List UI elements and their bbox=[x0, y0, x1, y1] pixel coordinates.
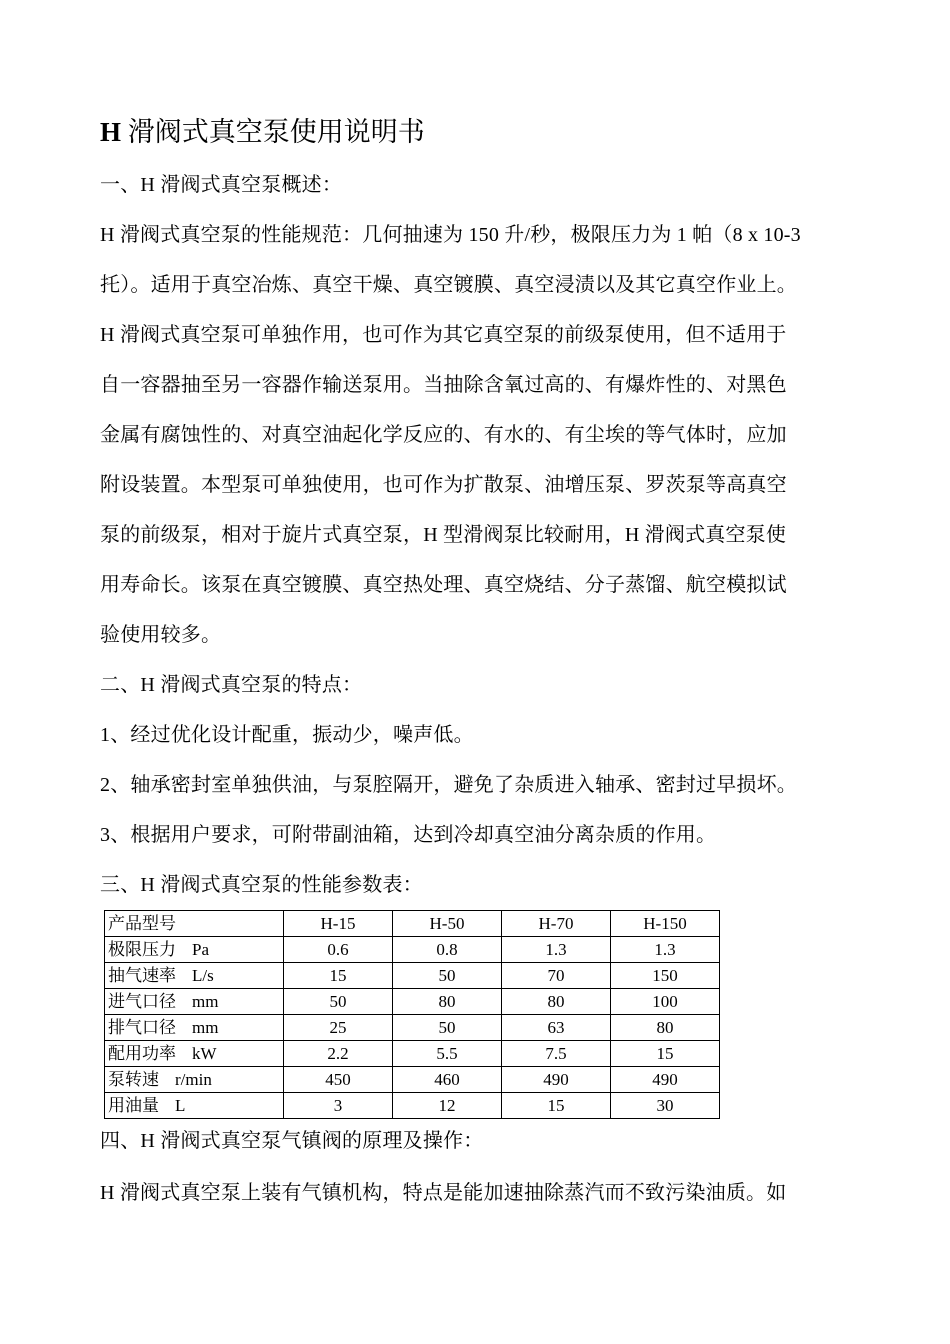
table-header-cell: H-50 bbox=[393, 911, 502, 937]
row-label-cell bbox=[105, 989, 284, 1015]
section-heading-overview: 一、H 滑阀式真空泵概述： bbox=[100, 174, 343, 196]
document-title bbox=[100, 112, 425, 152]
table-cell: 1.3 bbox=[611, 937, 720, 963]
document-title-text: 滑阀式真空泵使用说明书 bbox=[127, 117, 425, 147]
paragraph-line: 附设装置。本型泵可单独使用，也可作为扩散泵、油增压泵、罗茨泵等高真空 bbox=[100, 474, 787, 496]
paragraph-line: 用寿命长。该泵在真空镀膜、真空热处理、真空烧结、分子蒸馏、航空模拟试 bbox=[100, 574, 787, 596]
table-cell: 0.6 bbox=[284, 937, 393, 963]
paragraph-line: 泵的前级泵，相对于旋片式真空泵，H 型滑阀泵比较耐用，H 滑阀式真空泵使 bbox=[100, 524, 787, 546]
table-cell: 50 bbox=[393, 963, 502, 989]
row-unit: Pa bbox=[192, 940, 209, 959]
row-label: 抽气速率 bbox=[108, 966, 176, 985]
paragraph-line: H 滑阀式真空泵可单独作用，也可作为其它真空泵的前级泵使用，但不适用于 bbox=[100, 324, 787, 346]
row-label-cell bbox=[105, 937, 284, 963]
table-cell: 80 bbox=[393, 989, 502, 1015]
table-row bbox=[105, 989, 720, 1015]
table-cell: 15 bbox=[502, 1093, 611, 1119]
document-title-prefix: H bbox=[100, 117, 122, 147]
paragraph-line: H 滑阀式真空泵的性能规范：几何抽速为 150 升/秒，极限压力为 1 帕（8 x 10-3 bbox=[100, 224, 801, 246]
row-label: 进气口径 bbox=[108, 992, 176, 1011]
paragraph-line: H 滑阀式真空泵上装有气镇机构，特点是能加速抽除蒸汽而不致污染油质。如 bbox=[100, 1182, 787, 1204]
row-label-cell bbox=[105, 1015, 284, 1041]
table-cell: 5.5 bbox=[393, 1041, 502, 1067]
table-row bbox=[105, 963, 720, 989]
table-cell: 3 bbox=[284, 1093, 393, 1119]
row-unit: kW bbox=[192, 1044, 217, 1063]
table-header-row bbox=[105, 911, 720, 937]
row-label-cell bbox=[105, 1067, 284, 1093]
row-label: 极限压力 bbox=[108, 940, 176, 959]
table-cell: 63 bbox=[502, 1015, 611, 1041]
feature-item: 1、经过优化设计配重，振动少，噪声低。 bbox=[100, 724, 474, 746]
table-cell: 70 bbox=[502, 963, 611, 989]
section-heading-gas-ballast: 四、H 滑阀式真空泵气镇阀的原理及操作： bbox=[100, 1130, 484, 1152]
table-cell: 2.2 bbox=[284, 1041, 393, 1067]
table-cell: 50 bbox=[284, 989, 393, 1015]
table-cell: 100 bbox=[611, 989, 720, 1015]
table-cell: 15 bbox=[611, 1041, 720, 1067]
table-cell: 460 bbox=[393, 1067, 502, 1093]
table-header-cell: H-150 bbox=[611, 911, 720, 937]
table-cell: 150 bbox=[611, 963, 720, 989]
feature-item: 3、根据用户要求，可附带副油箱，达到冷却真空油分离杂质的作用。 bbox=[100, 824, 717, 846]
table-cell: 25 bbox=[284, 1015, 393, 1041]
table-cell: 1.3 bbox=[502, 937, 611, 963]
row-unit: L bbox=[175, 1096, 186, 1115]
table-row bbox=[105, 1041, 720, 1067]
table-cell: 15 bbox=[284, 963, 393, 989]
table-cell: 80 bbox=[502, 989, 611, 1015]
paragraph-line: 托）。适用于真空冶炼、真空干燥、真空镀膜、真空浸渍以及其它真空作业上。 bbox=[100, 274, 797, 296]
table-cell: 490 bbox=[611, 1067, 720, 1093]
row-unit: r/min bbox=[175, 1070, 212, 1089]
table-row bbox=[105, 1067, 720, 1093]
table-row bbox=[105, 937, 720, 963]
row-label: 泵转速 bbox=[108, 1070, 159, 1089]
row-label-cell bbox=[105, 963, 284, 989]
table-cell: 80 bbox=[611, 1015, 720, 1041]
row-unit: mm bbox=[192, 992, 219, 1011]
table-cell: 30 bbox=[611, 1093, 720, 1119]
row-label: 配用功率 bbox=[108, 1044, 176, 1063]
row-unit: L/s bbox=[192, 966, 214, 985]
row-label-cell bbox=[105, 1093, 284, 1119]
section-heading-features: 二、H 滑阀式真空泵的特点： bbox=[100, 674, 363, 696]
table-row bbox=[105, 1093, 720, 1119]
table-header-cell: 产品型号 bbox=[105, 911, 284, 937]
paragraph-line: 验使用较多。 bbox=[100, 624, 222, 646]
table-header-cell: H-15 bbox=[284, 911, 393, 937]
row-label: 用油量 bbox=[108, 1096, 159, 1115]
table-cell: 7.5 bbox=[502, 1041, 611, 1067]
row-label: 排气口径 bbox=[108, 1018, 176, 1037]
section-heading-parameters: 三、H 滑阀式真空泵的性能参数表： bbox=[100, 874, 423, 896]
paragraph-line: 自一容器抽至另一容器作输送泵用。当抽除含氧过高的、有爆炸性的、对黑色 bbox=[100, 374, 787, 396]
table-header-cell: H-70 bbox=[502, 911, 611, 937]
table-cell: 0.8 bbox=[393, 937, 502, 963]
table-row bbox=[105, 1015, 720, 1041]
parameters-table bbox=[104, 910, 720, 1119]
table-cell: 12 bbox=[393, 1093, 502, 1119]
table-cell: 450 bbox=[284, 1067, 393, 1093]
row-unit: mm bbox=[192, 1018, 219, 1037]
feature-item: 2、轴承密封室单独供油，与泵腔隔开，避免了杂质进入轴承、密封过早损坏。 bbox=[100, 774, 797, 796]
table-cell: 490 bbox=[502, 1067, 611, 1093]
row-label-cell bbox=[105, 1041, 284, 1067]
paragraph-line: 金属有腐蚀性的、对真空油起化学反应的、有水的、有尘埃的等气体时，应加 bbox=[100, 424, 787, 446]
table-cell: 50 bbox=[393, 1015, 502, 1041]
